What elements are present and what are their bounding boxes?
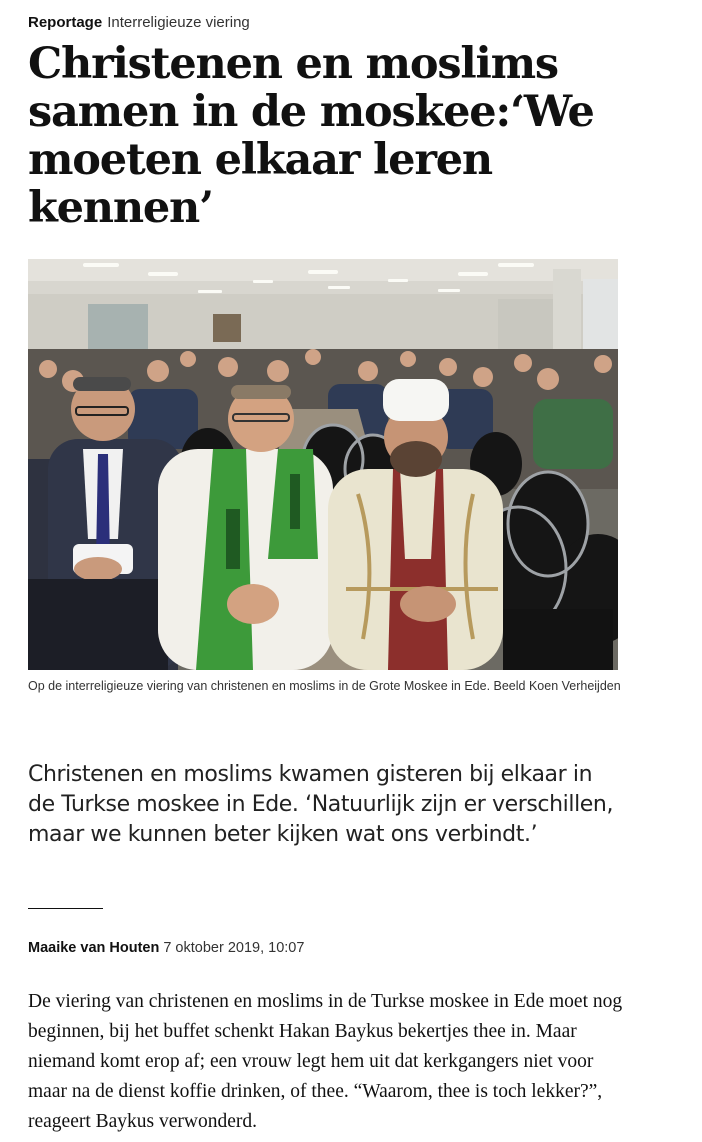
article-intro: Christenen en moslims kwamen gisteren bij elkaar in de Turkse moskee in Ede. ‘Natuurlijk zijn er verschillen, maar we kunnen beter kijken wat ons verbindt.’ [28,762,614,847]
article-body: De viering van christenen en moslims in de Turkse moskee in Ede moet nog beginnen, bij het buffet schenkt Hakan Baykus bekertjes thee in. Maar niemand komt erop af; een vrouw legt hem uit dat kerkgangers niet voor maar na de dienst koffie drinken, of thee. “Waarom, thee is toch lekker?”, reageert Baykus verwonderd. [28,991,623,1132]
author-name[interactable]: Maaike van Houten [28,940,160,956]
byline [28,938,304,958]
article-kicker [28,13,250,33]
article-headline: Christenen en moslims samen in de moskee:‘We moeten elkaar leren kennen’ [28,39,594,233]
photo-illustration [28,259,618,670]
photo-caption: Op de interreligieuze viering van christenen en moslims in de Grote Moskee in Ede. Beeld Koen Verheijden [28,679,621,693]
publish-date: 7 oktober 2019, 10:07 [163,940,305,956]
section-label[interactable]: Reportage [28,14,103,31]
divider [28,908,103,909]
article-photo[interactable] [28,259,618,670]
topic-label[interactable]: Interreligieuze viering [107,14,250,31]
